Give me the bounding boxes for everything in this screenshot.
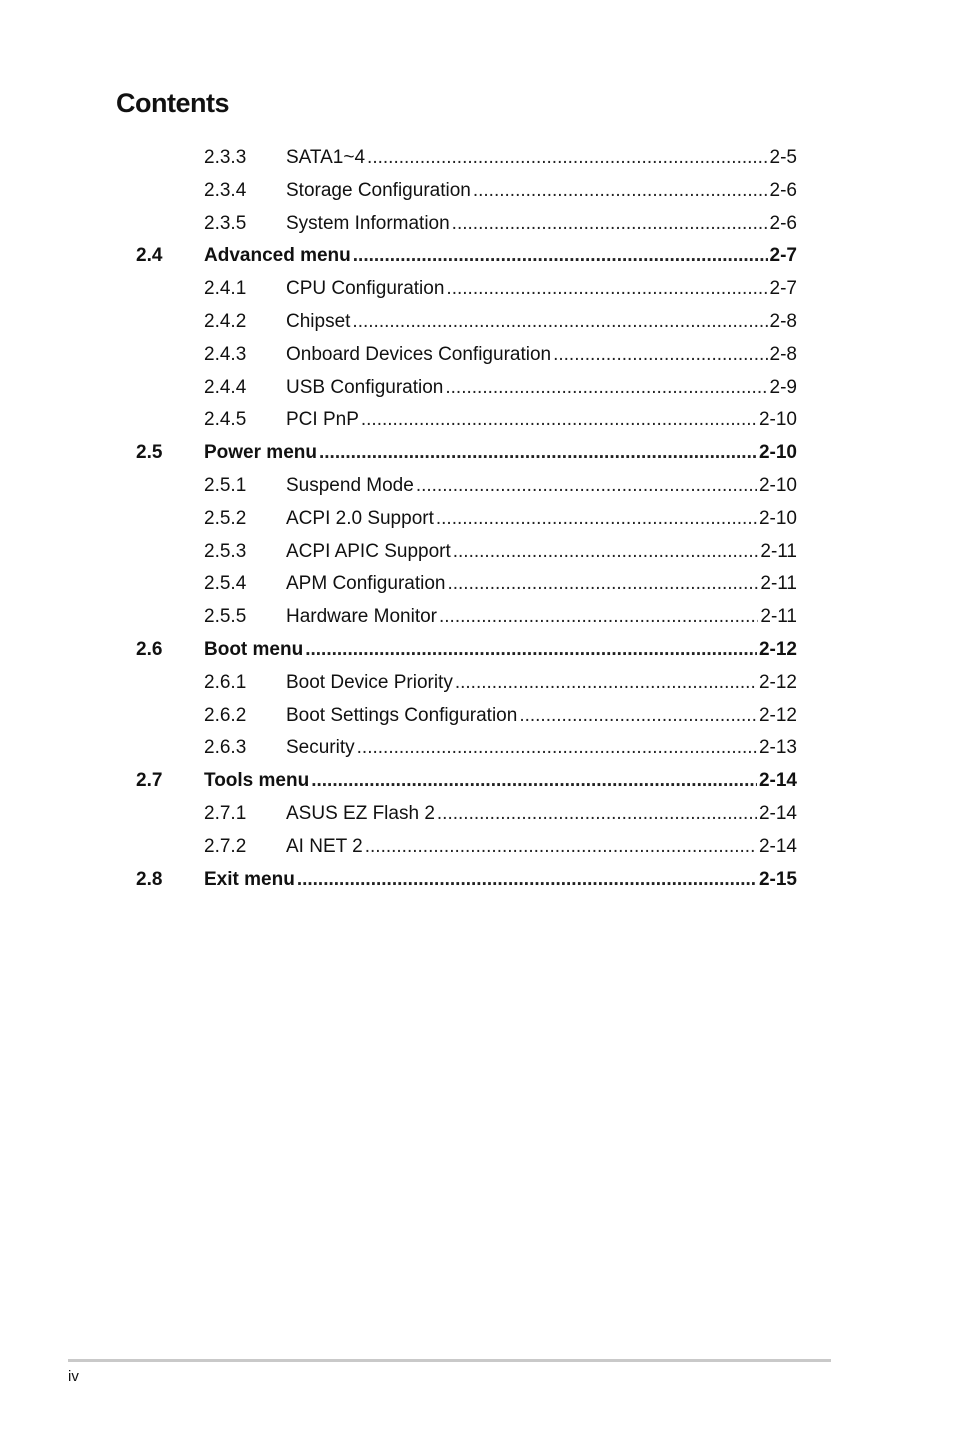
dot-leader <box>367 142 767 175</box>
toc-entry-page: 2-5 <box>769 147 797 168</box>
toc-subsection-row[interactable] <box>0 208 954 241</box>
toc-section-row[interactable] <box>0 634 954 667</box>
toc-entry-number: 2.4.2 <box>204 310 247 332</box>
toc-entry-label: ACPI APIC Support <box>286 540 451 562</box>
dot-leader <box>455 667 757 700</box>
dot-leader <box>439 601 758 634</box>
dot-leader <box>305 634 757 667</box>
toc-entry-page: 2-10 <box>758 409 797 431</box>
toc-entry-label: Storage Configuration <box>286 179 471 201</box>
toc-entry-number: 2.4.4 <box>204 376 247 398</box>
toc-entry-number: 2.3.5 <box>204 212 247 234</box>
toc-entry <box>286 536 797 569</box>
dot-leader <box>447 568 758 601</box>
toc-entry-label: ASUS EZ Flash 2 <box>286 802 435 824</box>
toc-subsection-row[interactable] <box>0 601 954 634</box>
toc-entry-number: 2.7.1 <box>204 802 247 824</box>
toc-entry-number: 2.6 <box>136 638 163 660</box>
toc-entry-number: 2.5.5 <box>204 606 247 628</box>
toc-entry-number: 2.4.5 <box>204 409 247 431</box>
toc-entry <box>286 798 797 831</box>
toc-subsection-row[interactable] <box>0 372 954 405</box>
dot-leader <box>319 437 757 470</box>
dot-leader <box>473 175 768 208</box>
toc-subsection-row[interactable] <box>0 568 954 601</box>
toc-entry <box>286 732 797 765</box>
toc-entry <box>204 765 797 798</box>
toc-entry-page: 2-11 <box>760 573 797 595</box>
toc-entry <box>204 634 797 667</box>
toc-section-row[interactable] <box>0 765 954 798</box>
toc-subsection-row[interactable] <box>0 339 954 372</box>
toc-entry <box>286 306 797 339</box>
toc-entry-page: 2-6 <box>769 212 797 234</box>
dot-leader <box>453 536 759 569</box>
toc-entry-label: Chipset <box>286 310 351 332</box>
toc-entry-page: 2-7 <box>769 278 797 300</box>
toc-entry-page: 2-14 <box>758 770 797 792</box>
toc-subsection-row[interactable] <box>0 273 954 306</box>
dot-leader <box>311 765 757 798</box>
table-of-contents <box>0 142 954 896</box>
toc-entry-number: 2.7.2 <box>204 835 247 857</box>
toc-subsection-row[interactable] <box>0 306 954 339</box>
dot-leader <box>357 732 757 765</box>
toc-entry-number: 2.4.3 <box>204 343 247 365</box>
toc-entry-number: 2.3.3 <box>204 147 247 168</box>
toc-entry-number: 2.6.1 <box>204 671 247 693</box>
dot-leader <box>436 503 757 536</box>
toc-entry-number: 2.6.3 <box>204 737 247 759</box>
dot-leader <box>519 700 757 733</box>
dot-leader <box>361 404 757 437</box>
toc-subsection-row[interactable] <box>0 404 954 437</box>
toc-entry-number: 2.8 <box>136 868 163 890</box>
toc-subsection-row[interactable] <box>0 536 954 569</box>
toc-entry-number: 2.5.1 <box>204 474 247 496</box>
toc-subsection-row[interactable] <box>0 142 954 175</box>
toc-subsection-row[interactable] <box>0 732 954 765</box>
toc-entry-label: ACPI 2.0 Support <box>286 507 434 529</box>
toc-section-row[interactable] <box>0 240 954 273</box>
toc-entry-number: 2.5.2 <box>204 507 247 529</box>
toc-entry-label: Onboard Devices Configuration <box>286 343 552 365</box>
toc-subsection-row[interactable] <box>0 470 954 503</box>
dot-leader <box>437 798 757 831</box>
toc-entry <box>286 700 797 733</box>
dot-leader <box>353 240 768 273</box>
toc-entry <box>286 142 797 175</box>
toc-entry-label: Boot menu <box>204 638 304 660</box>
toc-entry-label: Boot Settings Configuration <box>286 704 518 726</box>
dot-leader <box>352 306 767 339</box>
toc-entry-label: Boot Device Priority <box>286 671 453 693</box>
toc-subsection-row[interactable] <box>0 175 954 208</box>
toc-entry-page: 2-7 <box>769 245 797 267</box>
toc-entry-label: Hardware Monitor <box>286 606 437 628</box>
toc-entry-page: 2-12 <box>758 704 797 726</box>
toc-subsection-row[interactable] <box>0 798 954 831</box>
toc-entry <box>286 568 797 601</box>
toc-entry-label: AI NET 2 <box>286 835 363 857</box>
toc-entry-page: 2-9 <box>769 376 797 398</box>
toc-entry-page: 2-10 <box>758 442 797 464</box>
toc-section-row[interactable] <box>0 864 954 897</box>
toc-entry-label: Advanced menu <box>204 245 351 267</box>
toc-entry-number: 2.6.2 <box>204 704 247 726</box>
toc-subsection-row[interactable] <box>0 831 954 864</box>
toc-entry-page: 2-11 <box>760 540 797 562</box>
toc-entry <box>286 503 797 536</box>
toc-entry <box>286 175 797 208</box>
dot-leader <box>446 273 767 306</box>
toc-entry-label: Power menu <box>204 442 317 464</box>
footer-page-number: iv <box>68 1368 79 1385</box>
toc-entry-label: Tools menu <box>204 770 310 792</box>
page-title: Contents <box>116 88 229 118</box>
toc-entry-number: 2.5 <box>136 442 163 464</box>
toc-entry-page: 2-15 <box>758 868 797 890</box>
toc-entry <box>286 667 797 700</box>
toc-entry-label: Exit menu <box>204 868 295 890</box>
toc-entry <box>204 240 797 273</box>
toc-entry-number: 2.3.4 <box>204 179 247 201</box>
toc-entry-label: PCI PnP <box>286 409 359 431</box>
toc-entry <box>204 864 797 897</box>
toc-subsection-row[interactable] <box>0 503 954 536</box>
toc-entry-label: CPU Configuration <box>286 278 445 300</box>
toc-entry <box>286 339 797 372</box>
toc-entry-number: 2.4.1 <box>204 278 247 300</box>
toc-entry <box>286 831 797 864</box>
toc-entry-number: 2.4 <box>136 245 163 267</box>
toc-entry <box>286 273 797 306</box>
toc-entry-page: 2-13 <box>758 737 797 759</box>
toc-entry-page: 2-8 <box>769 343 797 365</box>
dot-leader <box>365 831 757 864</box>
footer-divider <box>68 1359 831 1362</box>
dot-leader <box>452 208 768 241</box>
toc-entry-page: 2-10 <box>758 507 797 529</box>
toc-entry-page: 2-14 <box>758 802 797 824</box>
toc-entry <box>286 372 797 405</box>
toc-entry-label: Security <box>286 737 355 759</box>
toc-entry-number: 2.5.3 <box>204 540 247 562</box>
toc-subsection-row[interactable] <box>0 667 954 700</box>
toc-entry-label: System Information <box>286 212 450 234</box>
toc-section-row[interactable] <box>0 437 954 470</box>
toc-entry <box>286 208 797 241</box>
toc-entry-number: 2.5.4 <box>204 573 247 595</box>
toc-subsection-row[interactable] <box>0 700 954 733</box>
toc-entry-number: 2.7 <box>136 770 163 792</box>
toc-entry-page: 2-6 <box>769 179 797 201</box>
toc-entry <box>204 437 797 470</box>
toc-entry-page: 2-12 <box>758 671 797 693</box>
dot-leader <box>416 470 757 503</box>
toc-entry-label: Suspend Mode <box>286 474 414 496</box>
toc-entry-page: 2-14 <box>758 835 797 857</box>
toc-entry-page: 2-8 <box>769 310 797 332</box>
dot-leader <box>553 339 767 372</box>
toc-entry-label: SATA1~4 <box>286 147 366 168</box>
toc-entry-page: 2-10 <box>758 474 797 496</box>
toc-entry-page: 2-12 <box>758 638 797 660</box>
toc-entry-label: USB Configuration <box>286 376 444 398</box>
dot-leader <box>297 864 757 897</box>
toc-entry-page: 2-11 <box>760 606 797 628</box>
toc-entry-label: APM Configuration <box>286 573 446 595</box>
toc-entry <box>286 601 797 634</box>
toc-entry <box>286 470 797 503</box>
toc-entry <box>286 404 797 437</box>
dot-leader <box>445 372 767 405</box>
